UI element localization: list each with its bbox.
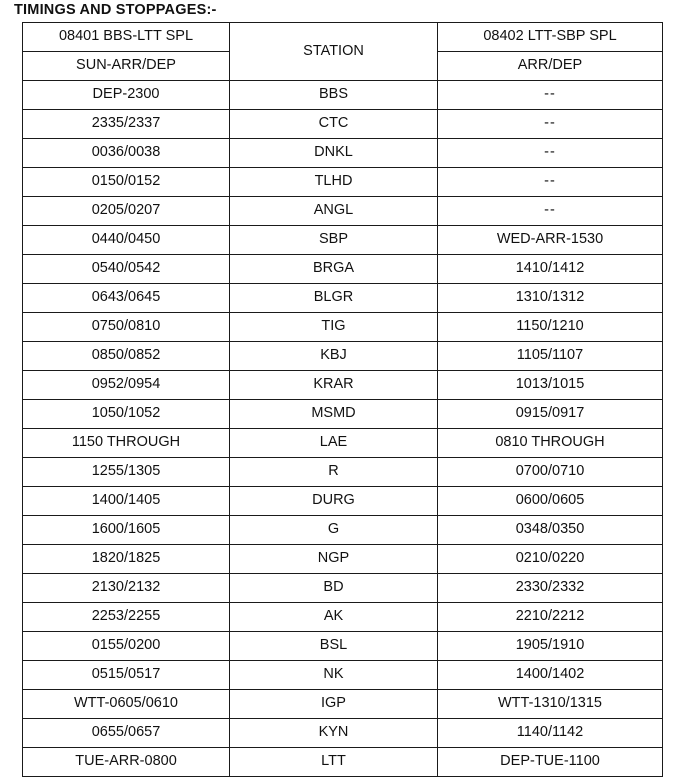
- cell-left-timing: 2253/2255: [23, 603, 230, 632]
- table-row: [23, 690, 663, 719]
- cell-left-timing: 0952/0954: [23, 371, 230, 400]
- cell-station-code: BBS: [230, 81, 438, 110]
- table-body: [23, 23, 663, 777]
- table-row: [23, 603, 663, 632]
- table-row: [23, 313, 663, 342]
- cell-station-code: TIG: [230, 313, 438, 342]
- header-right-train: 08402 LTT-SBP SPL: [438, 23, 663, 52]
- header-station: STATION: [230, 23, 438, 81]
- table-row: [23, 719, 663, 748]
- cell-left-timing: 2335/2337: [23, 110, 230, 139]
- cell-left-timing: 2130/2132: [23, 574, 230, 603]
- cell-left-timing: 0150/0152: [23, 168, 230, 197]
- cell-left-timing: 0440/0450: [23, 226, 230, 255]
- cell-station-code: KBJ: [230, 342, 438, 371]
- table-row: [23, 226, 663, 255]
- cell-station-code: AK: [230, 603, 438, 632]
- table-row: [23, 371, 663, 400]
- table-row: [23, 574, 663, 603]
- cell-right-timing: 0700/0710: [438, 458, 663, 487]
- cell-right-timing: 0600/0605: [438, 487, 663, 516]
- cell-right-timing: --: [438, 197, 663, 226]
- cell-left-timing: 0643/0645: [23, 284, 230, 313]
- table-row: [23, 748, 663, 777]
- cell-station-code: BRGA: [230, 255, 438, 284]
- table-row: [23, 110, 663, 139]
- cell-station-code: NK: [230, 661, 438, 690]
- cell-station-code: IGP: [230, 690, 438, 719]
- cell-right-timing: 0915/0917: [438, 400, 663, 429]
- cell-left-timing: 0655/0657: [23, 719, 230, 748]
- cell-left-timing: 0850/0852: [23, 342, 230, 371]
- table-row: [23, 342, 663, 371]
- table-row: [23, 661, 663, 690]
- table-row: [23, 81, 663, 110]
- cell-left-timing: 1600/1605: [23, 516, 230, 545]
- cell-station-code: DNKL: [230, 139, 438, 168]
- subheader-left-arr-dep: SUN-ARR/DEP: [23, 52, 230, 81]
- cell-left-timing: 0155/0200: [23, 632, 230, 661]
- cell-right-timing: 0210/0220: [438, 545, 663, 574]
- cell-left-timing: 0540/0542: [23, 255, 230, 284]
- table-row: [23, 197, 663, 226]
- cell-right-timing: --: [438, 81, 663, 110]
- header-left-train: 08401 BBS-LTT SPL: [23, 23, 230, 52]
- cell-station-code: LTT: [230, 748, 438, 777]
- subheader-right-arr-dep: ARR/DEP: [438, 52, 663, 81]
- cell-station-code: TLHD: [230, 168, 438, 197]
- cell-right-timing: WED-ARR-1530: [438, 226, 663, 255]
- table-row: [23, 429, 663, 458]
- cell-left-timing: WTT-0605/0610: [23, 690, 230, 719]
- page-title: TIMINGS AND STOPPAGES:-: [14, 2, 217, 18]
- cell-left-timing: 0515/0517: [23, 661, 230, 690]
- timings-table-container: [22, 22, 662, 777]
- table-row: [23, 284, 663, 313]
- cell-right-timing: --: [438, 110, 663, 139]
- cell-right-timing: 1400/1402: [438, 661, 663, 690]
- cell-right-timing: 1140/1142: [438, 719, 663, 748]
- cell-left-timing: 1400/1405: [23, 487, 230, 516]
- table-row: [23, 168, 663, 197]
- cell-station-code: CTC: [230, 110, 438, 139]
- cell-left-timing: DEP-2300: [23, 81, 230, 110]
- cell-right-timing: 2210/2212: [438, 603, 663, 632]
- table-row: [23, 458, 663, 487]
- cell-right-timing: 1410/1412: [438, 255, 663, 284]
- cell-station-code: DURG: [230, 487, 438, 516]
- cell-station-code: R: [230, 458, 438, 487]
- cell-right-timing: 0810 THROUGH: [438, 429, 663, 458]
- cell-station-code: BSL: [230, 632, 438, 661]
- cell-station-code: SBP: [230, 226, 438, 255]
- cell-station-code: BD: [230, 574, 438, 603]
- table-row: [23, 516, 663, 545]
- cell-right-timing: --: [438, 139, 663, 168]
- cell-station-code: LAE: [230, 429, 438, 458]
- cell-right-timing: 1105/1107: [438, 342, 663, 371]
- cell-left-timing: 1820/1825: [23, 545, 230, 574]
- cell-right-timing: 1310/1312: [438, 284, 663, 313]
- cell-right-timing: 2330/2332: [438, 574, 663, 603]
- cell-left-timing: 1050/1052: [23, 400, 230, 429]
- cell-station-code: ANGL: [230, 197, 438, 226]
- table-row: [23, 255, 663, 284]
- cell-station-code: KYN: [230, 719, 438, 748]
- table-row: [23, 487, 663, 516]
- cell-left-timing: 0750/0810: [23, 313, 230, 342]
- table-row: [23, 545, 663, 574]
- cell-right-timing: 1905/1910: [438, 632, 663, 661]
- cell-right-timing: --: [438, 168, 663, 197]
- cell-right-timing: WTT-1310/1315: [438, 690, 663, 719]
- cell-station-code: NGP: [230, 545, 438, 574]
- table-header-row: [23, 23, 663, 52]
- cell-left-timing: 1150 THROUGH: [23, 429, 230, 458]
- cell-station-code: KRAR: [230, 371, 438, 400]
- table-row: [23, 400, 663, 429]
- cell-right-timing: 0348/0350: [438, 516, 663, 545]
- table-row: [23, 139, 663, 168]
- cell-right-timing: 1013/1015: [438, 371, 663, 400]
- cell-left-timing: 0205/0207: [23, 197, 230, 226]
- timings-and-stoppages-table: [22, 22, 663, 777]
- cell-station-code: G: [230, 516, 438, 545]
- cell-left-timing: 0036/0038: [23, 139, 230, 168]
- cell-station-code: MSMD: [230, 400, 438, 429]
- cell-right-timing: DEP-TUE-1100: [438, 748, 663, 777]
- cell-left-timing: 1255/1305: [23, 458, 230, 487]
- cell-station-code: BLGR: [230, 284, 438, 313]
- cell-left-timing: TUE-ARR-0800: [23, 748, 230, 777]
- cell-right-timing: 1150/1210: [438, 313, 663, 342]
- table-row: [23, 632, 663, 661]
